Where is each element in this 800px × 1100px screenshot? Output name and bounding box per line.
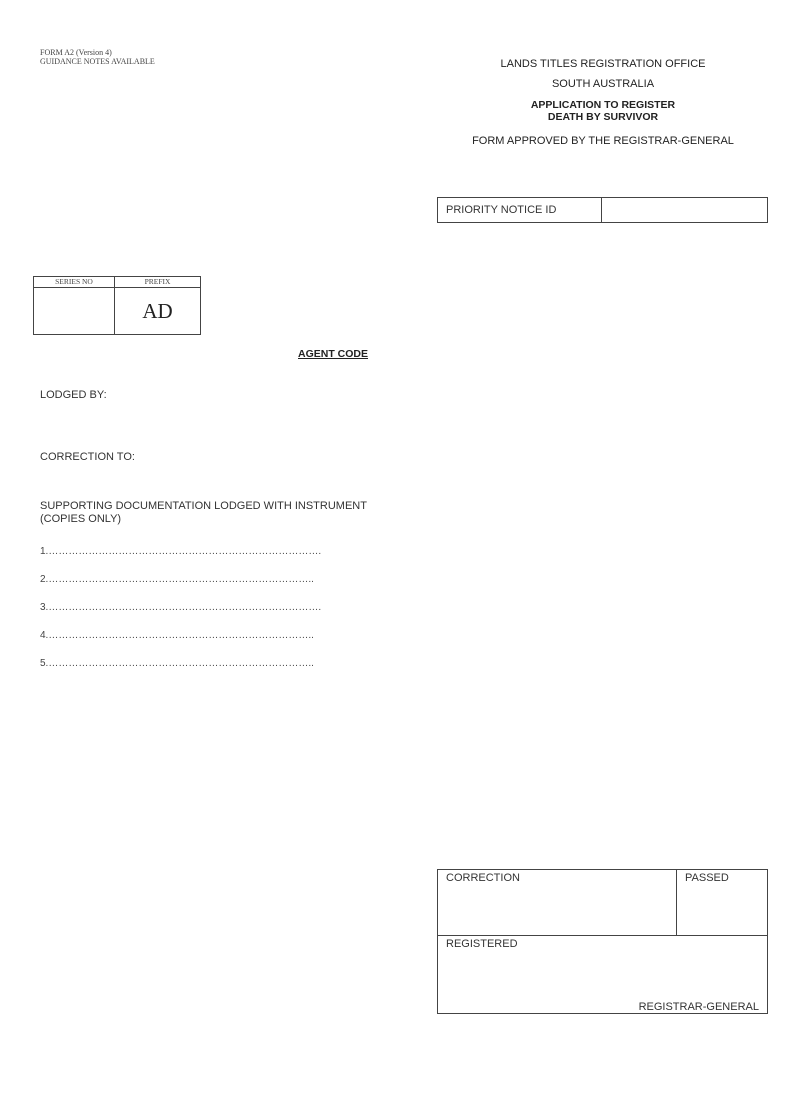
office-use-table (437, 869, 768, 1014)
form-version: FORM A2 (Version 4) (40, 48, 112, 57)
form-version-block (40, 48, 155, 66)
passed-label: PASSED (685, 872, 729, 884)
guidance-notes: GUIDANCE NOTES AVAILABLE (40, 57, 155, 66)
supporting-doc-item-5[interactable]: 5.…………………………………………………………………….. (40, 658, 314, 669)
agent-code-label: AGENT CODE (298, 348, 369, 360)
series-prefix-table (33, 276, 201, 335)
correction-cell[interactable] (438, 870, 677, 936)
series-no-field[interactable] (34, 288, 115, 335)
form-title-1: APPLICATION TO REGISTER (530, 99, 676, 111)
correction-to-label: CORRECTION TO: (40, 451, 135, 463)
registered-cell[interactable] (438, 936, 768, 1014)
office-name: LANDS TITLES REGISTRATION OFFICE (500, 58, 706, 70)
registered-label: REGISTERED (446, 938, 518, 950)
series-no-label: SERIES NO (34, 277, 115, 288)
supporting-docs-line1: SUPPORTING DOCUMENTATION LODGED WITH INSTRUMENT (40, 500, 367, 512)
priority-notice-field[interactable] (602, 198, 768, 223)
supporting-doc-item-1[interactable]: 1.………………………………………………………………………. (40, 546, 322, 557)
form-title-2: DEATH BY SURVIVOR (547, 111, 659, 123)
correction-label: CORRECTION (446, 872, 520, 884)
state-name: SOUTH AUSTRALIA (551, 78, 655, 90)
approval-text: FORM APPROVED BY THE REGISTRAR-GENERAL (472, 135, 734, 147)
supporting-docs-heading (40, 500, 367, 526)
supporting-docs-line2: (COPIES ONLY) (40, 513, 122, 525)
priority-notice-label: PRIORITY NOTICE ID (438, 198, 602, 223)
registrar-general-label: REGISTRAR-GENERAL (638, 1001, 759, 1013)
prefix-value: AD (115, 288, 201, 335)
passed-cell[interactable] (677, 870, 768, 936)
supporting-doc-item-3[interactable]: 3.………………………………………………………………………. (40, 602, 322, 613)
lodged-by-label: LODGED BY: (40, 389, 107, 401)
priority-notice-table (437, 197, 768, 223)
prefix-label: PREFIX (115, 277, 201, 288)
supporting-doc-item-4[interactable]: 4.…………………………………………………………………….. (40, 630, 314, 641)
supporting-doc-item-2[interactable]: 2.…………………………………………………………………….. (40, 574, 314, 585)
